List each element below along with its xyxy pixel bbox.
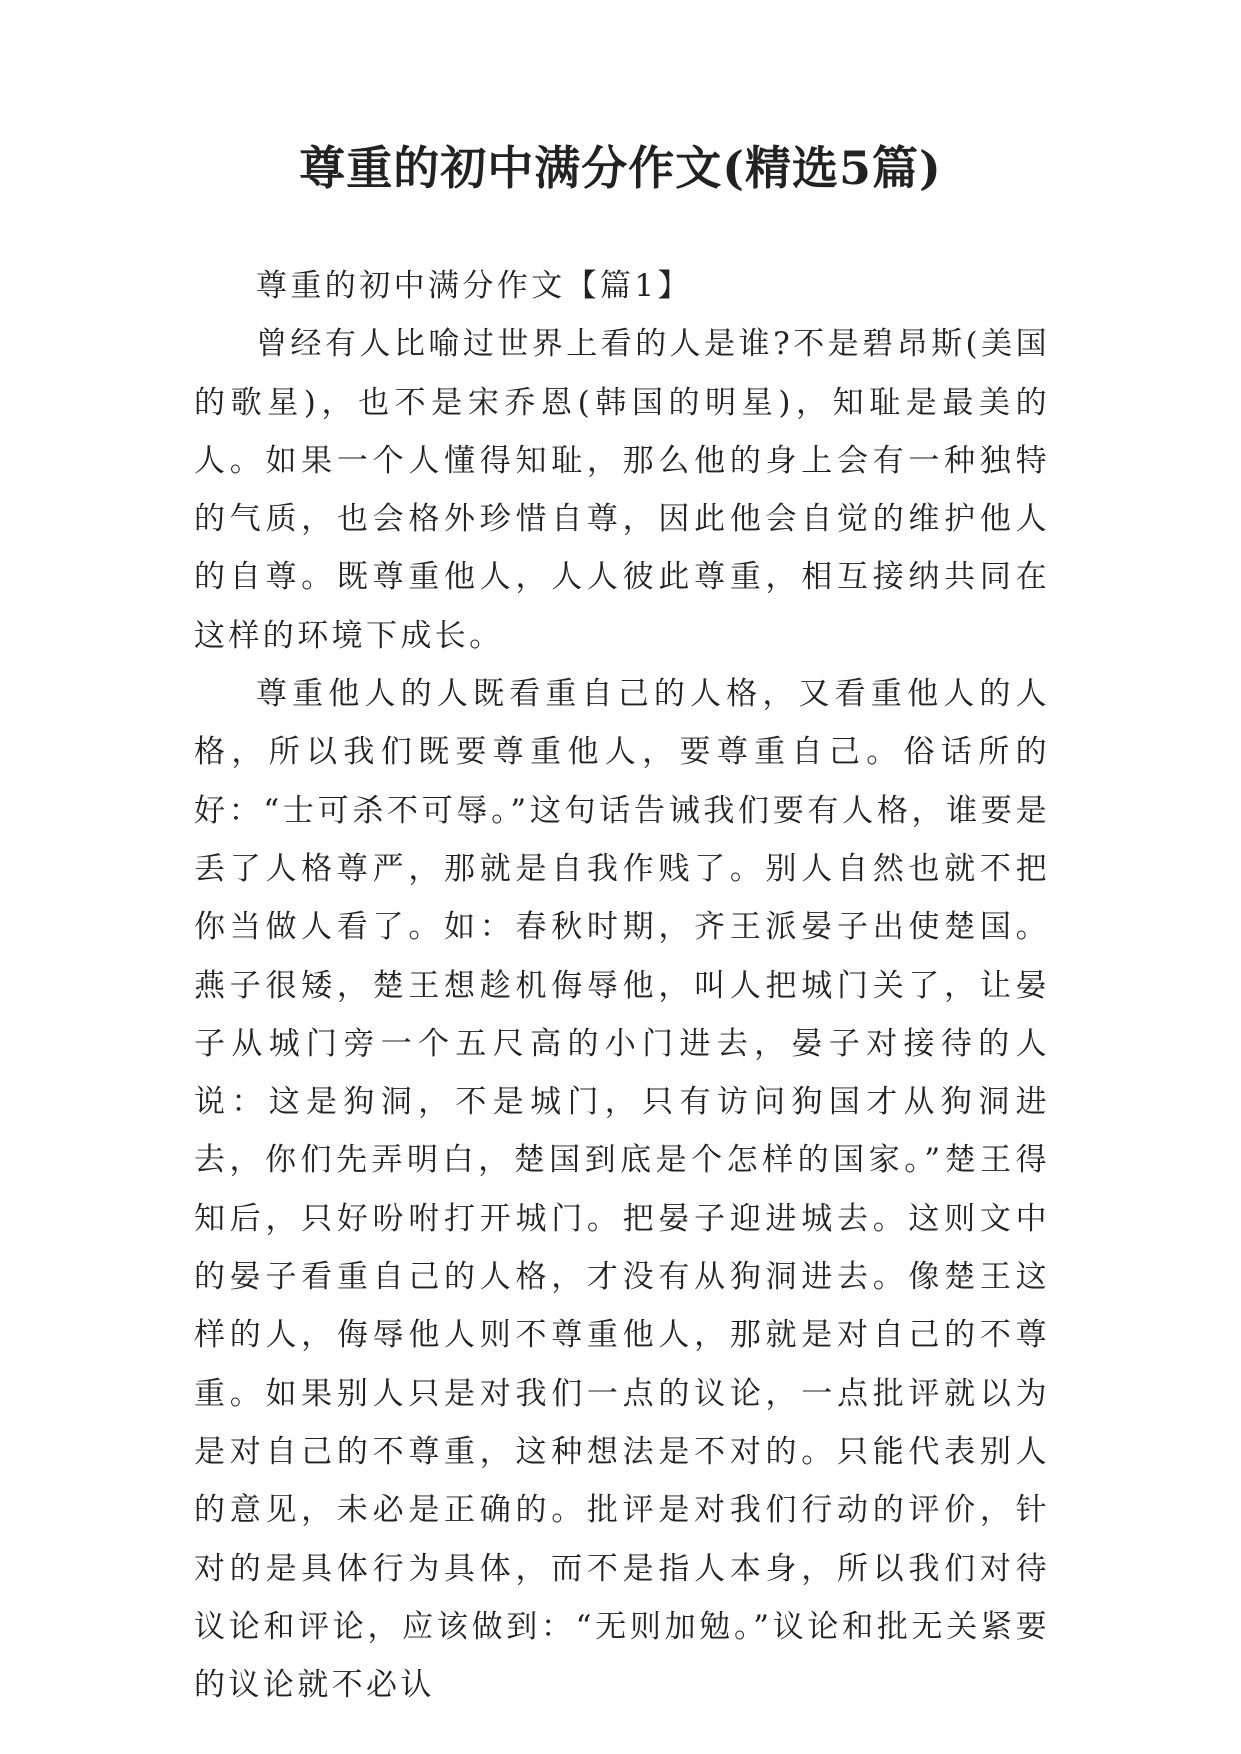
document-body	[194, 257, 1050, 1714]
section-heading: 尊重的初中满分作文【篇1】	[256, 268, 692, 304]
document-title: 尊重的初中满分作文(精选5篇)	[299, 141, 942, 195]
paragraph: 尊重他人的人既看重自己的人格，又看重他人的人格，所以我们既要尊重他人，要尊重自己。俗话所的好：“士可杀不可辱。”这句话告诫我们要有人格，谁要是丢了人格尊严，那就是自我作贱了。别人自然也就不把你当做人看了。如：春秋时期，齐王派晏子出使楚国。燕子很矮，楚王想趁机侮辱他，叫人把城门关了，让晏子从城门旁一个五尺高的小门进去，晏子对接待的人说：这是狗洞，不是城门，只有访问狗国才从狗洞进去，你们先弄明白，楚国到底是个怎样的国家。”楚王得知后，只好吩咐打开城门。把晏子迎进城去。这则文中的晏子看重自己的人格，才没有从狗洞进去。像楚王这样的人，侮辱他人则不尊重他人，那就是对自己的不尊重。如果别人只是对我们一点的议论，一点批评就以为是对自己的不尊重，这种想法是不对的。只能代表别人的意见，未必是正确的。批评是对我们行动的评价，针对的是具体行为具体，而不是指人本身，所以我们对待议论和评论，应该做到：“无则加勉。”议论和批无关紧要的议论就不必认	[194, 676, 1050, 1704]
paragraph: 曾经有人比喻过世界上看的人是谁?不是碧昂斯(美国的歌星)，也不是宋乔恩(韩国的明星)，知耻是最美的人。如果一个人懂得知耻，那么他的身上会有一种独特的气质，也会格外珍惜自尊，因此他会自觉的维护他人的自尊。既尊重他人，人人彼此尊重，相互接纳共同在这样的环境下成长。	[194, 326, 1050, 654]
